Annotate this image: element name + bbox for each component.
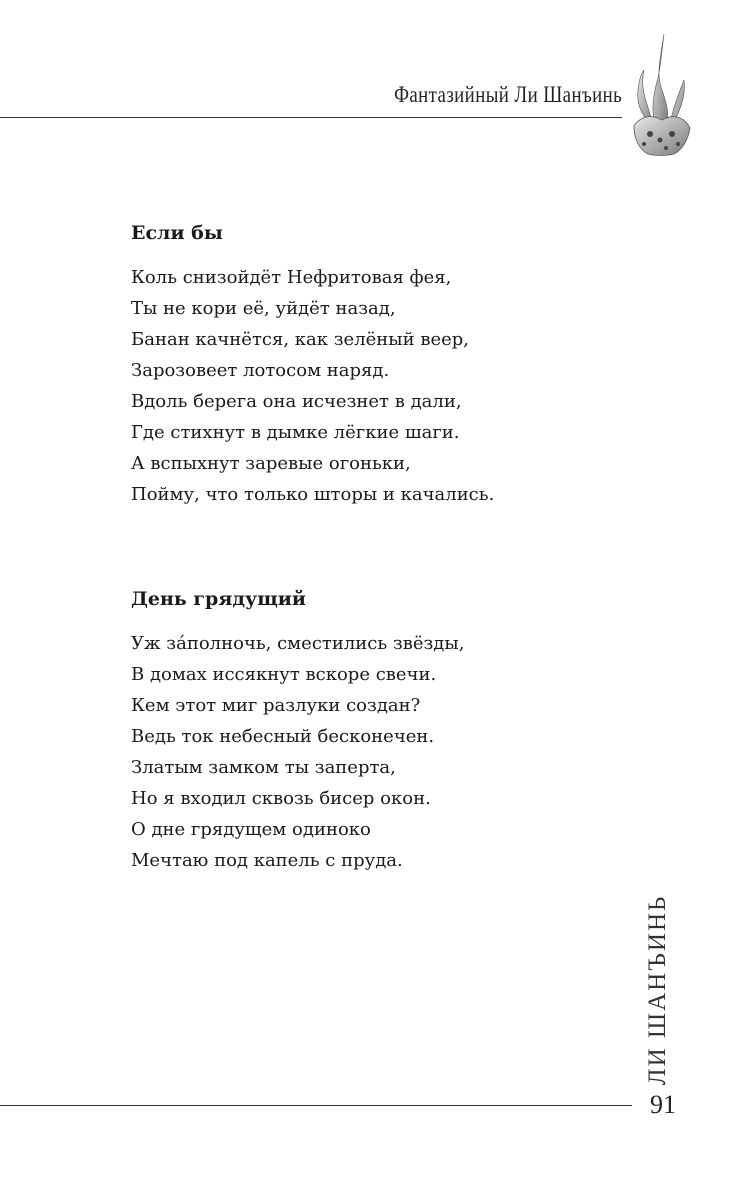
poem-line: Зарозовеет лотосом наряд. <box>131 360 390 381</box>
poem-title: День грядущий <box>131 588 306 610</box>
poem-line: В домах иссякнут вскоре свечи. <box>131 664 437 685</box>
poem-line: Коль снизойдёт Нефритовая фея, <box>131 267 452 288</box>
header-rule <box>0 117 622 118</box>
poem-title: Если бы <box>131 222 223 244</box>
poem-line: Кем этот миг разлуки создан? <box>131 695 421 716</box>
poem-line: Банан качнётся, как зелёный веер, <box>131 329 470 350</box>
poem-line: А вспыхнут заревые огоньки, <box>131 453 411 474</box>
poem-line: Ты не кори её, уйдёт назад, <box>131 298 396 319</box>
poem-line: Пойму, что только шторы и качались. <box>131 484 495 505</box>
footer-rule <box>0 1105 632 1106</box>
poem-line: Уж за́полночь, сместились звёзды, <box>131 633 465 654</box>
running-header-title: Фантазийный Ли Шанъинь <box>393 82 622 107</box>
poem-line: Где стихнут в дымке лёгкие шаги. <box>131 422 460 443</box>
poem-line: Мечтаю под капель с пруда. <box>131 850 403 871</box>
poem-line: Ведь ток небесный бесконечен. <box>131 726 435 747</box>
side-author-label <box>628 894 688 1086</box>
poem-line: Вдоль берега она исчезнет в дали, <box>131 391 462 412</box>
page-number: 91 <box>650 1090 676 1119</box>
flame-ornament-icon <box>626 30 696 160</box>
poem-line: Но я входил сквозь бисер окон. <box>131 788 431 809</box>
poem-esli-by <box>131 222 494 510</box>
poem-line: О дне грядущем одиноко <box>131 819 371 840</box>
poem-den-gryadushchiy <box>131 588 464 876</box>
poem-line: Златым замком ты заперта, <box>131 757 396 778</box>
side-author-text: ЛИ ШАНЪИНЬ <box>644 894 671 1086</box>
